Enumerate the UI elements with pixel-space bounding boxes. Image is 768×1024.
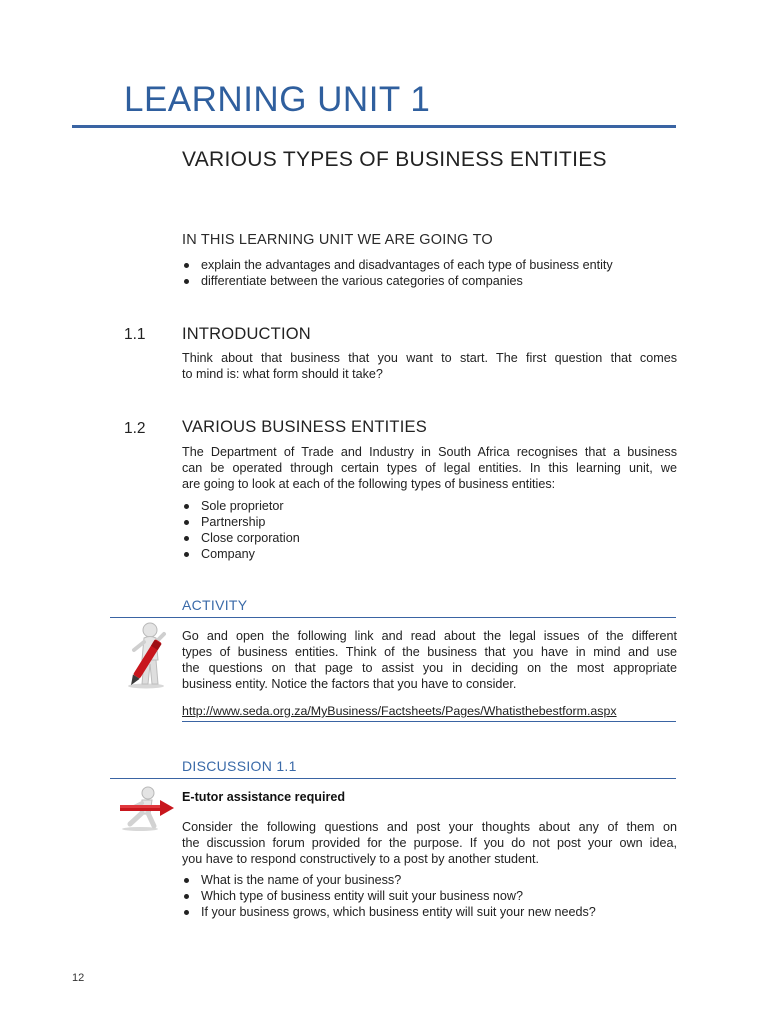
paragraph-line: to mind is: what form should it take? bbox=[182, 367, 383, 381]
page-title: LEARNING UNIT 1 bbox=[124, 80, 431, 119]
list-item: Partnership bbox=[182, 514, 300, 530]
activity-bottom-divider bbox=[182, 721, 676, 722]
page-number: 12 bbox=[72, 972, 85, 984]
list-item: If your business grows, which business entity will suit your new needs? bbox=[182, 904, 596, 920]
running-person-arrow-icon bbox=[114, 784, 178, 832]
discussion-heading: DISCUSSION 1.1 bbox=[182, 758, 297, 774]
paragraph-line: are going to look at each of the following types of business entities: bbox=[182, 477, 556, 491]
goals-heading: IN THIS LEARNING UNIT WE ARE GOING TO bbox=[182, 232, 493, 248]
list-item: Close corporation bbox=[182, 530, 300, 546]
activity-heading: ACTIVITY bbox=[182, 597, 248, 613]
discussion-subheading: E-tutor assistance required bbox=[182, 790, 346, 804]
section-number: 1.1 bbox=[124, 326, 146, 343]
paragraph-line: the discussion forum provided for the purpose. If you do not post your own idea, bbox=[182, 836, 677, 850]
paragraph-line: The Department of Trade and Industry in South Africa recognises that a business bbox=[182, 445, 677, 459]
section-paragraph bbox=[182, 444, 677, 492]
discussion-paragraph bbox=[182, 819, 677, 867]
paragraph-line: Think about that business that you want to start. The first question that comes bbox=[182, 351, 677, 365]
paragraph-line: types of business entities. Think of the business that you have in mind and use bbox=[182, 645, 677, 659]
unit-subtitle: VARIOUS TYPES OF BUSINESS ENTITIES bbox=[182, 148, 607, 171]
entity-list bbox=[182, 498, 300, 562]
paragraph-line: you have to respond constructively to a post by another student. bbox=[182, 852, 540, 866]
paragraph-line: Go and open the following link and read about the legal issues of the different bbox=[182, 629, 677, 643]
section-title: VARIOUS BUSINESS ENTITIES bbox=[182, 418, 427, 436]
list-item: differentiate between the various categories of companies bbox=[182, 273, 613, 289]
discussion-question-list bbox=[182, 872, 596, 920]
paragraph-line: can be operated through certain types of legal entities. In this learning unit, we bbox=[182, 461, 677, 475]
activity-paragraph bbox=[182, 628, 677, 692]
title-divider bbox=[72, 125, 676, 128]
discussion-divider bbox=[110, 778, 676, 779]
list-item: Sole proprietor bbox=[182, 498, 300, 514]
paragraph-line: the questions on that page to assist you in deciding on the most appropriate bbox=[182, 661, 677, 675]
list-item: explain the advantages and disadvantages of each type of business entity bbox=[182, 257, 613, 273]
person-with-pen-icon bbox=[120, 620, 176, 690]
seda-link[interactable]: http://www.seda.org.za/MyBusiness/Factsheets/Pages/Whatisthebestform.aspx bbox=[182, 704, 617, 718]
list-item: What is the name of your business? bbox=[182, 872, 596, 888]
list-item: Company bbox=[182, 546, 300, 562]
activity-divider bbox=[110, 617, 676, 618]
paragraph-line: Consider the following questions and post your thoughts about any of them on bbox=[182, 820, 677, 834]
list-item: Which type of business entity will suit your business now? bbox=[182, 888, 596, 904]
paragraph-line: business entity. Notice the factors that you have to consider. bbox=[182, 677, 517, 691]
section-title: INTRODUCTION bbox=[182, 325, 311, 343]
section-paragraph bbox=[182, 350, 677, 382]
section-number: 1.2 bbox=[124, 420, 146, 437]
goals-list bbox=[182, 257, 613, 289]
